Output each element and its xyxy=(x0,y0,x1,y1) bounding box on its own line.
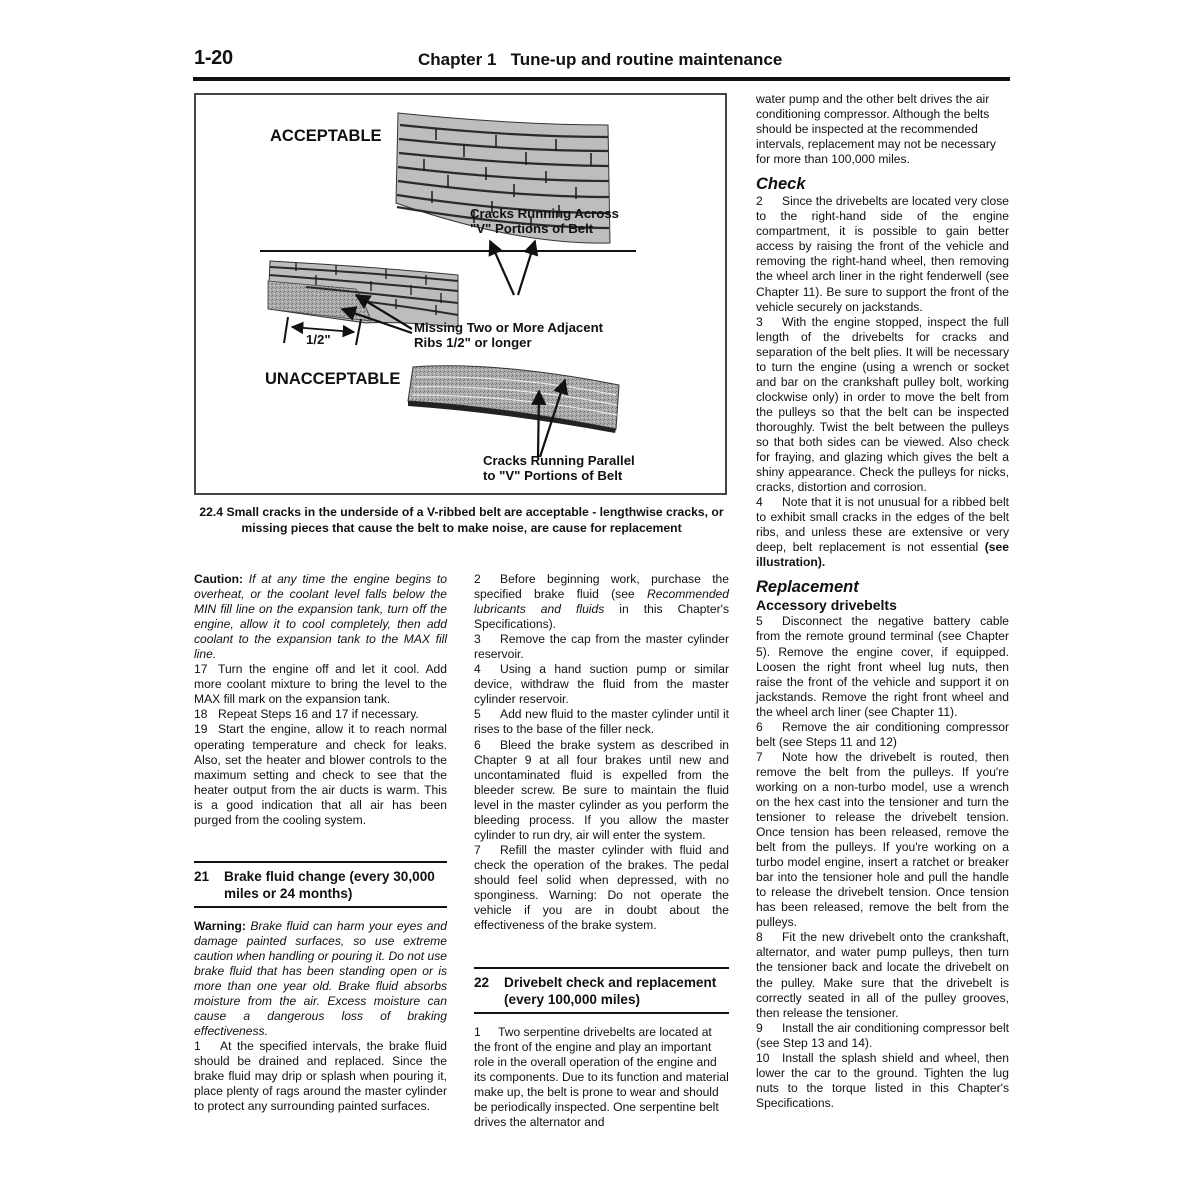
cracked-belt xyxy=(408,366,619,433)
illustration-reference: (see illustration). xyxy=(756,540,1009,570)
section-title: Drivebelt check and replacement (every 100,000 miles) xyxy=(504,975,717,1008)
section-21-heading xyxy=(194,868,447,902)
step-text: Fit the new drivebelt onto the crankshaft, alternator, and water pump pulleys, then turn the tensioner back and locate the drivebelt on the pulley. Make sure that the drivebelt is correctly seated in all of the pulley grooves, then release the tensioner. xyxy=(756,930,1009,1020)
figure-divider xyxy=(260,250,636,252)
step-number: 6 xyxy=(756,719,763,734)
step-text: Start the engine, allow it to reach normal operating temperature and check for leaks. Also, set the heater and blower controls to the maximum setting and check to see that the heater output from the air ducts is warm. This is a good indication that all air has been purged from the cooling system. xyxy=(194,722,447,827)
step-number: 7 xyxy=(756,749,763,764)
dimension-label: 1/2" xyxy=(306,332,331,347)
step-text: Two serpentine drivebelts are located at the front of the engine and play an important role in the overall operation of the engine and its components. Due to its function and material make up, the belt is prone to wear and should be periodically inspected. One serpentine belt drives the alternator and xyxy=(474,1025,729,1130)
callout-cracks-parallel: Cracks Running Parallel to "V" Portions of Belt xyxy=(483,453,635,483)
warning-text: Brake fluid can harm your eyes and damage painted surfaces, so use extreme caution when handling or pouring it. Do not use brake fluid that has been standing open or is more than one year old. Brake fluid absorbs moisture from the air. Excess moisture can cause a dangerous loss of braking effectiveness. xyxy=(194,918,447,1039)
step-10-replace xyxy=(756,1051,1009,1111)
step-text: Refill the master cylinder with fluid and check the operation of the brakes. The pedal should feel solid when depressed, with no sponginess. Warning: Do not operate the vehicle if you are in doubt about the effectiveness of the brake system. xyxy=(474,842,729,933)
step-5-brake xyxy=(474,707,729,737)
step-text: Disconnect the negative battery cable from the remote ground terminal (see Chapter 5). Remove the engine cover, if equipped. Loosen the right front wheel lug nuts, then raise the front of the vehicle and support it on jackstands. Remove the right front wheel and the wheel arch liner (see Chapter 11). xyxy=(756,614,1009,719)
dimension-tick xyxy=(356,319,361,345)
step-number: 3 xyxy=(474,632,481,647)
step-text: Turn the engine off and let it cool. Add more coolant mixture to bring the level to the MAX fill mark on the expansion tank. xyxy=(194,662,447,707)
step-8-replace xyxy=(756,930,1009,1020)
step-number: 3 xyxy=(756,314,763,329)
step-text: Add new fluid to the master cylinder until it rises to the base of the filler neck. xyxy=(474,707,729,737)
step-text: Using a hand suction pump or similar device, withdraw the fluid from the master cylinder reservoir. xyxy=(474,662,729,707)
warning-label: Warning: xyxy=(194,918,246,933)
page-number: 1-20 xyxy=(194,47,233,69)
accessory-drivebelts-heading: Accessory drivebelts xyxy=(756,597,897,614)
header-rule xyxy=(193,77,1010,81)
step-9-replace xyxy=(756,1021,1009,1051)
replacement-heading: Replacement xyxy=(756,578,859,597)
step-text: Since the drivebelts are located very close to the right-hand side of the engine compartment, it is possible to gain better access by raising the front of the vehicle and removing the right-hand wheel, then removing the wheel arch liner in the right fenderwell (see Chapter 11). Be sure to support the front of the vehicle securely on jackstands. xyxy=(756,194,1009,314)
step-3-check xyxy=(756,315,1009,496)
label-unacceptable: UNACCEPTABLE xyxy=(265,370,401,388)
drivebelt-intro: water pump and the other belt drives the air conditioning compressor. Although the belts should be inspected at the recommended intervals, replacement may not be necessary for more than 100,000 miles. xyxy=(756,92,996,167)
step-number: 2 xyxy=(474,572,481,586)
step-3-brake xyxy=(474,632,729,662)
callout-cracks-across: Cracks Running Across "V" Portions of Belt xyxy=(470,206,620,236)
callout-missing-ribs: Missing Two or More Adjacent Ribs 1/2" or longer xyxy=(414,320,604,350)
step-17 xyxy=(194,662,447,707)
arrow-icon xyxy=(518,241,535,295)
step-number: 7 xyxy=(474,842,481,857)
step-5-replace xyxy=(756,614,1009,719)
step-2-brake xyxy=(474,572,729,632)
section-22-heading xyxy=(474,974,729,1008)
step-number: 17 xyxy=(194,662,208,677)
step-text: Note that it is not unusual for a ribbed belt to exhibit small cracks in the edges of the belt ribs, and unless these are extensive or very deep, belt replacement is not essential xyxy=(756,495,1009,555)
step-7-brake xyxy=(474,843,729,933)
figure-22-4 xyxy=(194,93,727,495)
section-number: 21 xyxy=(194,868,210,884)
section-number: 22 xyxy=(474,975,490,991)
step-text: Remove the cap from the master cylinder reservoir. xyxy=(474,632,729,662)
step-text: With the engine stopped, inspect the full length of the drivebelts for cracks and separation of the belt plies. It will be necessary to turn the engine (using a wrench or socket and bar on the crankshaft pulley bolt, working clockwise only) in order to move the belt from the pulleys so that the belt can be inspected thoroughly. Twist the belt between the pulleys so that both sides can be viewed. Also check for fraying, and glazing which gives the belt a shiny appearance. Check the pulleys for nicks, cracks, distortion and corrosion. xyxy=(756,314,1009,495)
caution-label: Caution: xyxy=(194,572,244,586)
arrow-icon xyxy=(490,241,514,295)
label-acceptable: ACCEPTABLE xyxy=(270,127,382,145)
column-3 xyxy=(756,92,1009,1111)
step-text: Bleed the brake system as described in Chapter 9 at all four brakes until new and uncontaminated fluid is expelled from the bleeder screw. Be sure to maintain the fluid level in the master cylinder as you perform the bleeding process. If you allow the master cylinder to run dry, air will enter the system. xyxy=(474,737,729,842)
step-text: Before beginning work, purchase the specified brake fluid (see xyxy=(474,572,729,602)
step-number: 9 xyxy=(756,1020,763,1035)
step-number: 18 xyxy=(194,707,208,722)
step-number: 8 xyxy=(756,930,763,945)
step-4-check xyxy=(756,495,1009,570)
step-number: 2 xyxy=(756,194,763,209)
section-title: Brake fluid change (every 30,000 miles or 24 months) xyxy=(224,868,435,901)
step-number: 4 xyxy=(474,662,481,677)
step-text: Install the splash shield and wheel, then lower the car to the ground. Tighten the lug nuts to the torque listed in this Chapter's Specifications. xyxy=(756,1050,1009,1110)
reference-title: Recommended lubricants and fluids xyxy=(474,587,729,617)
step-text: Note how the drivebelt is routed, then remove the belt from the pulleys. If you're working on a non-turbo model, use a wrench on the hex cast into the tensioner and turn the tensioner to release the drivebelt tension. Once tension has been released, remove the belt from the pulleys. If you're working on a turbo model engine, insert a ratchet or breaker bar into the tensioner hole and pull the handle to release the drivebelt tension. Once tension has been released, remove the belt from the pulleys. xyxy=(756,749,1009,930)
arrow-icon xyxy=(538,391,539,457)
step-text: Remove the air conditioning compressor belt (see Steps 11 and 12) xyxy=(756,719,1009,749)
step-number: 1 xyxy=(474,1025,481,1040)
check-heading: Check xyxy=(756,175,806,194)
caution-text: If at any time the engine begins to overheat, or the coolant level falls below the MIN fill line on the expansion tank, turn off the engine, allow it to cool completely, then add coolant to the expansion tank to the MAX fill line. xyxy=(194,572,447,662)
section-rule xyxy=(194,861,447,863)
step-number: 4 xyxy=(756,495,763,510)
step-1-brake xyxy=(194,1039,447,1114)
column-1 xyxy=(194,572,447,1114)
step-6-brake xyxy=(474,738,729,843)
step-number: 6 xyxy=(474,737,481,752)
step-text: in this Chapter's Specifications). xyxy=(474,602,730,632)
caution-note xyxy=(194,572,447,662)
step-18 xyxy=(194,707,447,722)
warning-note xyxy=(194,919,447,1039)
column-2 xyxy=(474,572,729,1130)
chapter-title: Chapter 1 Tune-up and routine maintenance xyxy=(418,50,783,69)
step-number: 1 xyxy=(194,1039,201,1054)
step-7-replace xyxy=(756,750,1009,931)
step-4-brake xyxy=(474,662,729,707)
step-number: 5 xyxy=(756,614,763,629)
step-19 xyxy=(194,722,447,827)
step-number: 10 xyxy=(756,1050,770,1065)
step-text: At the specified intervals, the brake fluid should be drained and replaced. Since the brake fluid may drip or splash when pouring it, place plenty of rags around the master cylinder to protect any surrounding painted surfaces. xyxy=(194,1039,447,1114)
dimension-tick xyxy=(284,317,288,343)
belt-illustration xyxy=(196,95,725,493)
step-2-check xyxy=(756,194,1009,314)
step-6-replace xyxy=(756,720,1009,750)
step-text: Install the air conditioning compressor belt (see Step 13 and 14). xyxy=(756,1020,1009,1050)
section-rule xyxy=(474,967,729,969)
step-number: 19 xyxy=(194,722,208,737)
figure-caption: 22.4 Small cracks in the underside of a V-ribbed belt are acceptable - lengthwise cracks, or missing pieces that cause the belt to make noise, are cause for replacement xyxy=(199,505,724,535)
step-text: Repeat Steps 16 and 17 if necessary. xyxy=(218,707,419,722)
step-1-drivebelt xyxy=(474,1025,729,1130)
step-number: 5 xyxy=(474,707,481,722)
